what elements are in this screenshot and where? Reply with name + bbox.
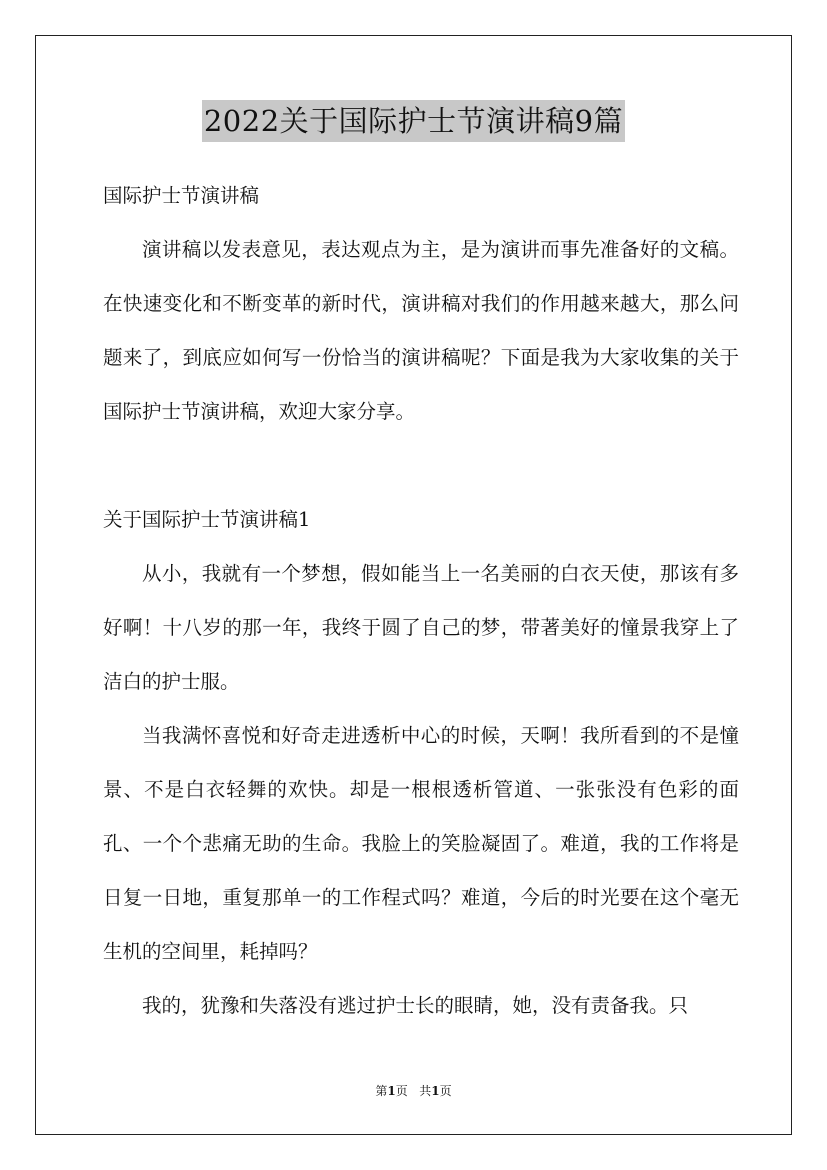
section1-paragraph-3: 我的，犹豫和失落没有逃过护士长的眼睛，她，没有责备我。只 <box>142 994 689 1017</box>
title-container <box>0 100 827 142</box>
section1-heading: 关于国际护士节演讲稿1 <box>103 508 311 531</box>
document-title: 2022关于国际护士节演讲稿9篇 <box>202 100 625 142</box>
page-footer <box>0 1083 827 1099</box>
footer-page-number: 1 <box>387 1084 396 1098</box>
footer-page-suffix: 页 <box>395 1084 408 1098</box>
section1-paragraph-2: 当我满怀喜悦和好奇走进透析中心的时候，天啊！我所看到的不是憧景、不是白衣轻舞的欢快。却是一根根透析管道、一张张没有色彩的面孔、一个个悲痛无助的生命。我脸上的笑脸凝固了。难道，我的工作将是日复一日地，重复那单一的工作程式吗？难道，今后的时光要在这个毫无生机的空间里，耗掉吗？ <box>103 724 739 963</box>
document-body <box>103 169 739 1033</box>
footer-total-number: 1 <box>431 1084 440 1098</box>
footer-total-prefix: 共 <box>419 1084 432 1098</box>
footer-total-suffix: 页 <box>439 1084 452 1098</box>
section-spacer <box>103 439 739 493</box>
intro-paragraph: 演讲稿以发表意见，表达观点为主，是为演讲而事先准备好的文稿。在快速变化和不断变革的新时代，演讲稿对我们的作用越来越大，那么问题来了，到底应如何写一份恰当的演讲稿呢？下面是我为大家收集的关于国际护士节演讲稿，欢迎大家分享。 <box>103 238 739 423</box>
intro-heading: 国际护士节演讲稿 <box>103 184 260 207</box>
footer-page-prefix: 第 <box>375 1084 388 1098</box>
section1-paragraph-1: 从小，我就有一个梦想，假如能当上一名美丽的白衣天使，那该有多好啊！十八岁的那一年，我终于圆了自己的梦，带著美好的憧景我穿上了洁白的护士服。 <box>103 562 739 693</box>
